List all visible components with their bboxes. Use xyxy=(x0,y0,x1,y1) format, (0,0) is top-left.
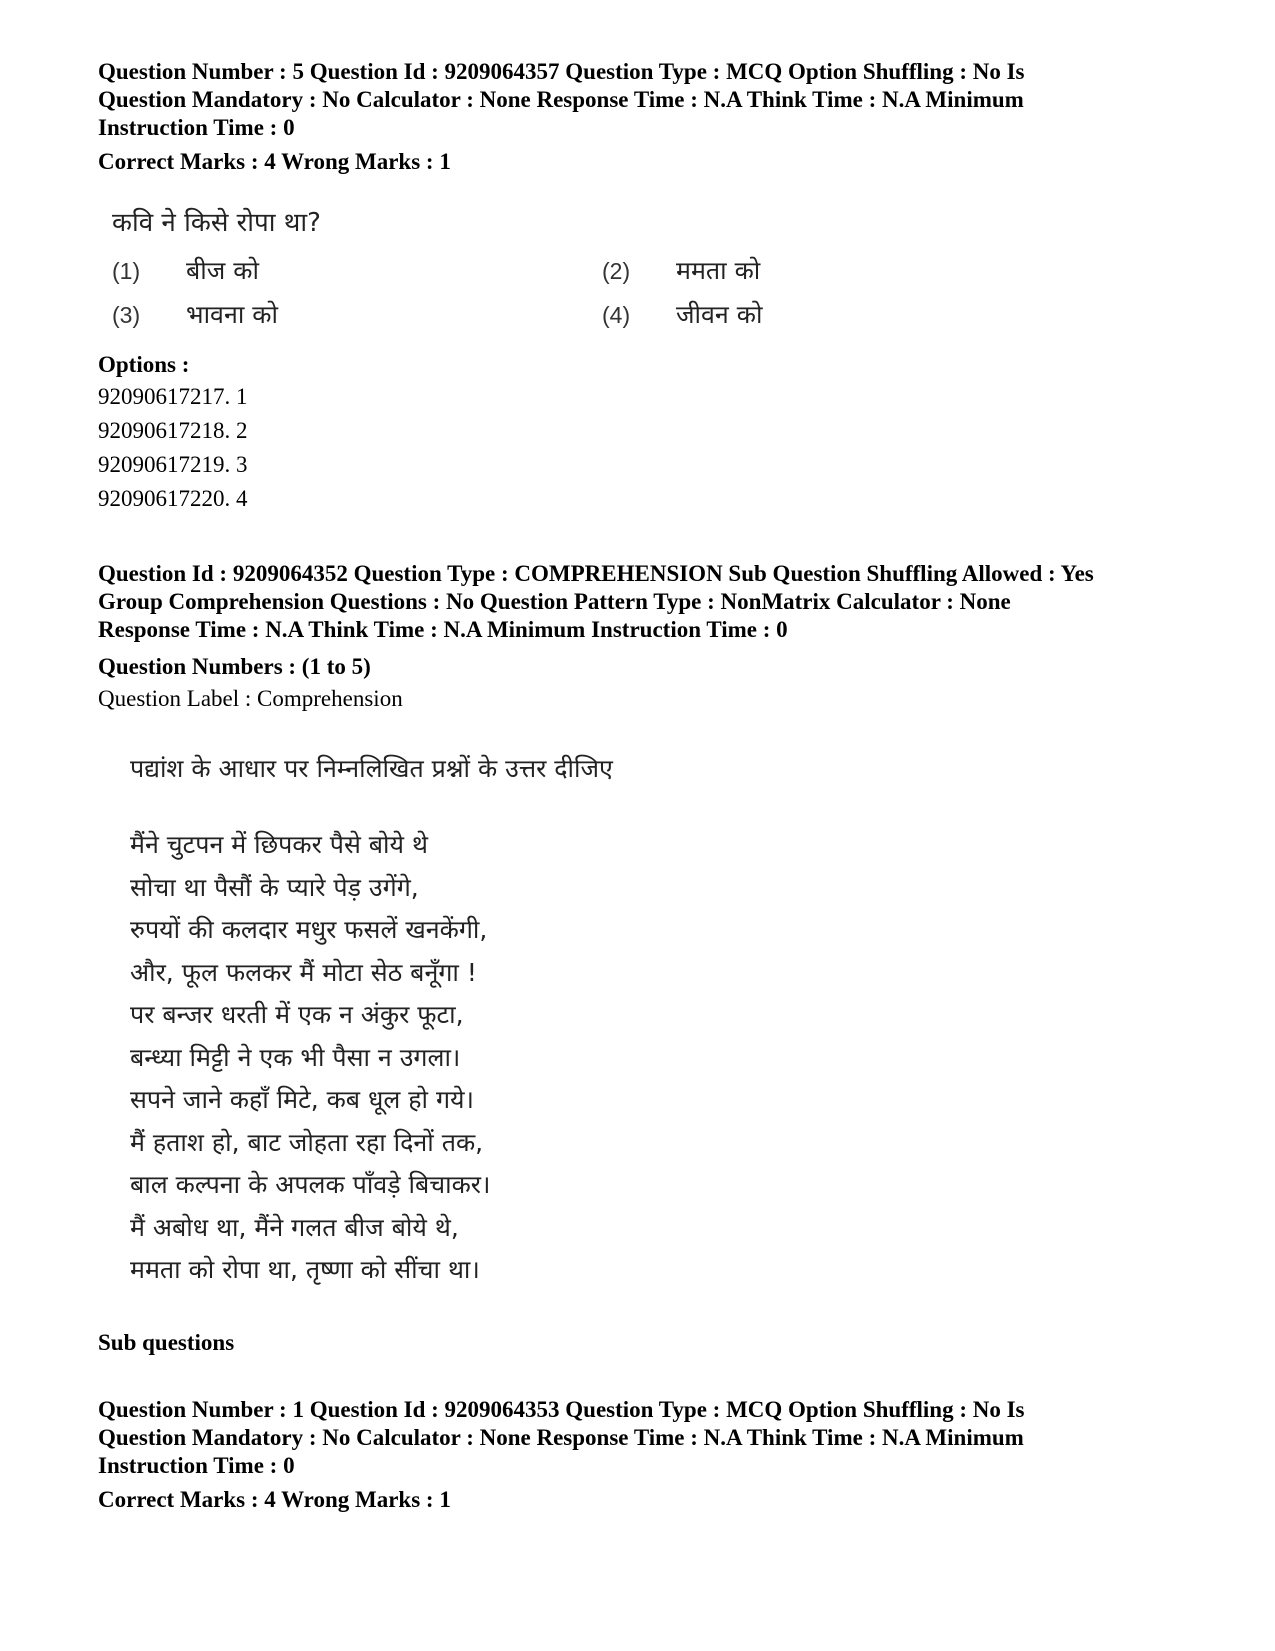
poem-line: मैंने चुटपन में छिपकर पैसे बोये थे xyxy=(130,830,428,859)
passage-heading: पद्यांश के आधार पर निम्नलिखित प्रश्नों के उत्तर दीजिए xyxy=(130,754,613,783)
choice-text: जीवन को xyxy=(676,300,763,329)
poem-line: मैं हताश हो, बाट जोहता रहा दिनों तक, xyxy=(130,1127,484,1157)
meta-line: Group Comprehension Questions : No Question Pattern Type : NonMatrix Calculator : None xyxy=(98,589,1011,614)
poem-line: ममता को रोपा था, तृष्णा को सींचा था। xyxy=(130,1255,480,1284)
poem-line: बाल कल्पना के अपलक पाँवड़े बिचाकर। xyxy=(130,1170,491,1199)
option-item: 92090617218. 2 xyxy=(98,418,248,443)
option-item: 92090617219. 3 xyxy=(98,452,248,477)
poem-line: बन्ध्या मिट्टी ने एक भी पैसा न उगला। xyxy=(130,1042,461,1072)
poem-line: रुपयों की कलदार मधुर फसलें खनकेंगी, xyxy=(130,915,488,944)
choice-number: (3) xyxy=(112,302,141,328)
choice-text: ममता को xyxy=(676,256,761,285)
question-5-meta xyxy=(98,58,1218,142)
meta-line: Question Number : 1 Question Id : 9209064353 Question Type : MCQ Option Shuffling : No Is xyxy=(98,1396,1025,1422)
comprehension-meta xyxy=(98,560,1218,644)
choice-number: (2) xyxy=(602,258,631,284)
choice-4 xyxy=(602,298,902,332)
choice-text: बीज को xyxy=(186,256,259,285)
choice-3 xyxy=(112,298,602,332)
poem-line: सोचा था पैसौं के प्यारे पेड़ उगेंगे, xyxy=(130,872,419,902)
options-list xyxy=(98,380,1218,516)
poem-line: सपने जाने कहाँ मिटे, कब धूल हो गये। xyxy=(130,1085,475,1114)
question-1-marks: Correct Marks : 4 Wrong Marks : 1 xyxy=(98,1486,451,1512)
meta-line: Question Number : 5 Question Id : 9209064357 Question Type : MCQ Option Shuffling : No Is xyxy=(98,59,1025,84)
question-label: Question Label : Comprehension xyxy=(98,686,403,711)
meta-line: Instruction Time : 0 xyxy=(98,1452,295,1478)
question-5-marks: Correct Marks : 4 Wrong Marks : 1 xyxy=(98,149,451,174)
options-label: Options : xyxy=(98,352,190,377)
question-numbers: Question Numbers : (1 to 5) xyxy=(98,654,371,679)
poem xyxy=(130,824,1218,1292)
poem-line: पर बन्जर धरती में एक न अंकुर फूटा, xyxy=(130,1000,464,1029)
sub-questions-label: Sub questions xyxy=(98,1329,235,1355)
meta-line: Question Id : 9209064352 Question Type : COMPREHENSION Sub Question Shuffling Allowed : Yes xyxy=(98,561,1094,586)
meta-line: Response Time : N.A Think Time : N.A Minimum Instruction Time : 0 xyxy=(98,617,788,642)
meta-line: Instruction Time : 0 xyxy=(98,115,295,140)
question-5-choices xyxy=(112,254,1218,332)
choice-2 xyxy=(602,254,902,288)
choice-number: (4) xyxy=(602,302,631,328)
question-5-block xyxy=(98,58,1218,516)
meta-line: Question Mandatory : No Calculator : None Response Time : N.A Think Time : N.A Minimum xyxy=(98,1424,1024,1450)
poem-line: और, फूल फलकर मैं मोटा सेठ बनूँगा ! xyxy=(130,957,477,987)
choice-number: (1) xyxy=(112,258,141,284)
document-page xyxy=(98,58,1218,1514)
poem-line: मैं अबोध था, मैंने गलत बीज बोये थे, xyxy=(130,1212,459,1242)
question-1-meta xyxy=(98,1396,1218,1480)
choice-text: भावना को xyxy=(186,300,278,329)
option-item: 92090617217. 1 xyxy=(98,384,248,409)
choice-1 xyxy=(112,254,602,288)
meta-line: Question Mandatory : No Calculator : None Response Time : N.A Think Time : N.A Minimum xyxy=(98,87,1024,112)
option-item: 92090617220. 4 xyxy=(98,486,248,511)
question-5-text: कवि ने किसे रोपा था? xyxy=(112,208,321,238)
comprehension-block xyxy=(98,560,1218,1358)
question-1-block xyxy=(98,1396,1218,1514)
